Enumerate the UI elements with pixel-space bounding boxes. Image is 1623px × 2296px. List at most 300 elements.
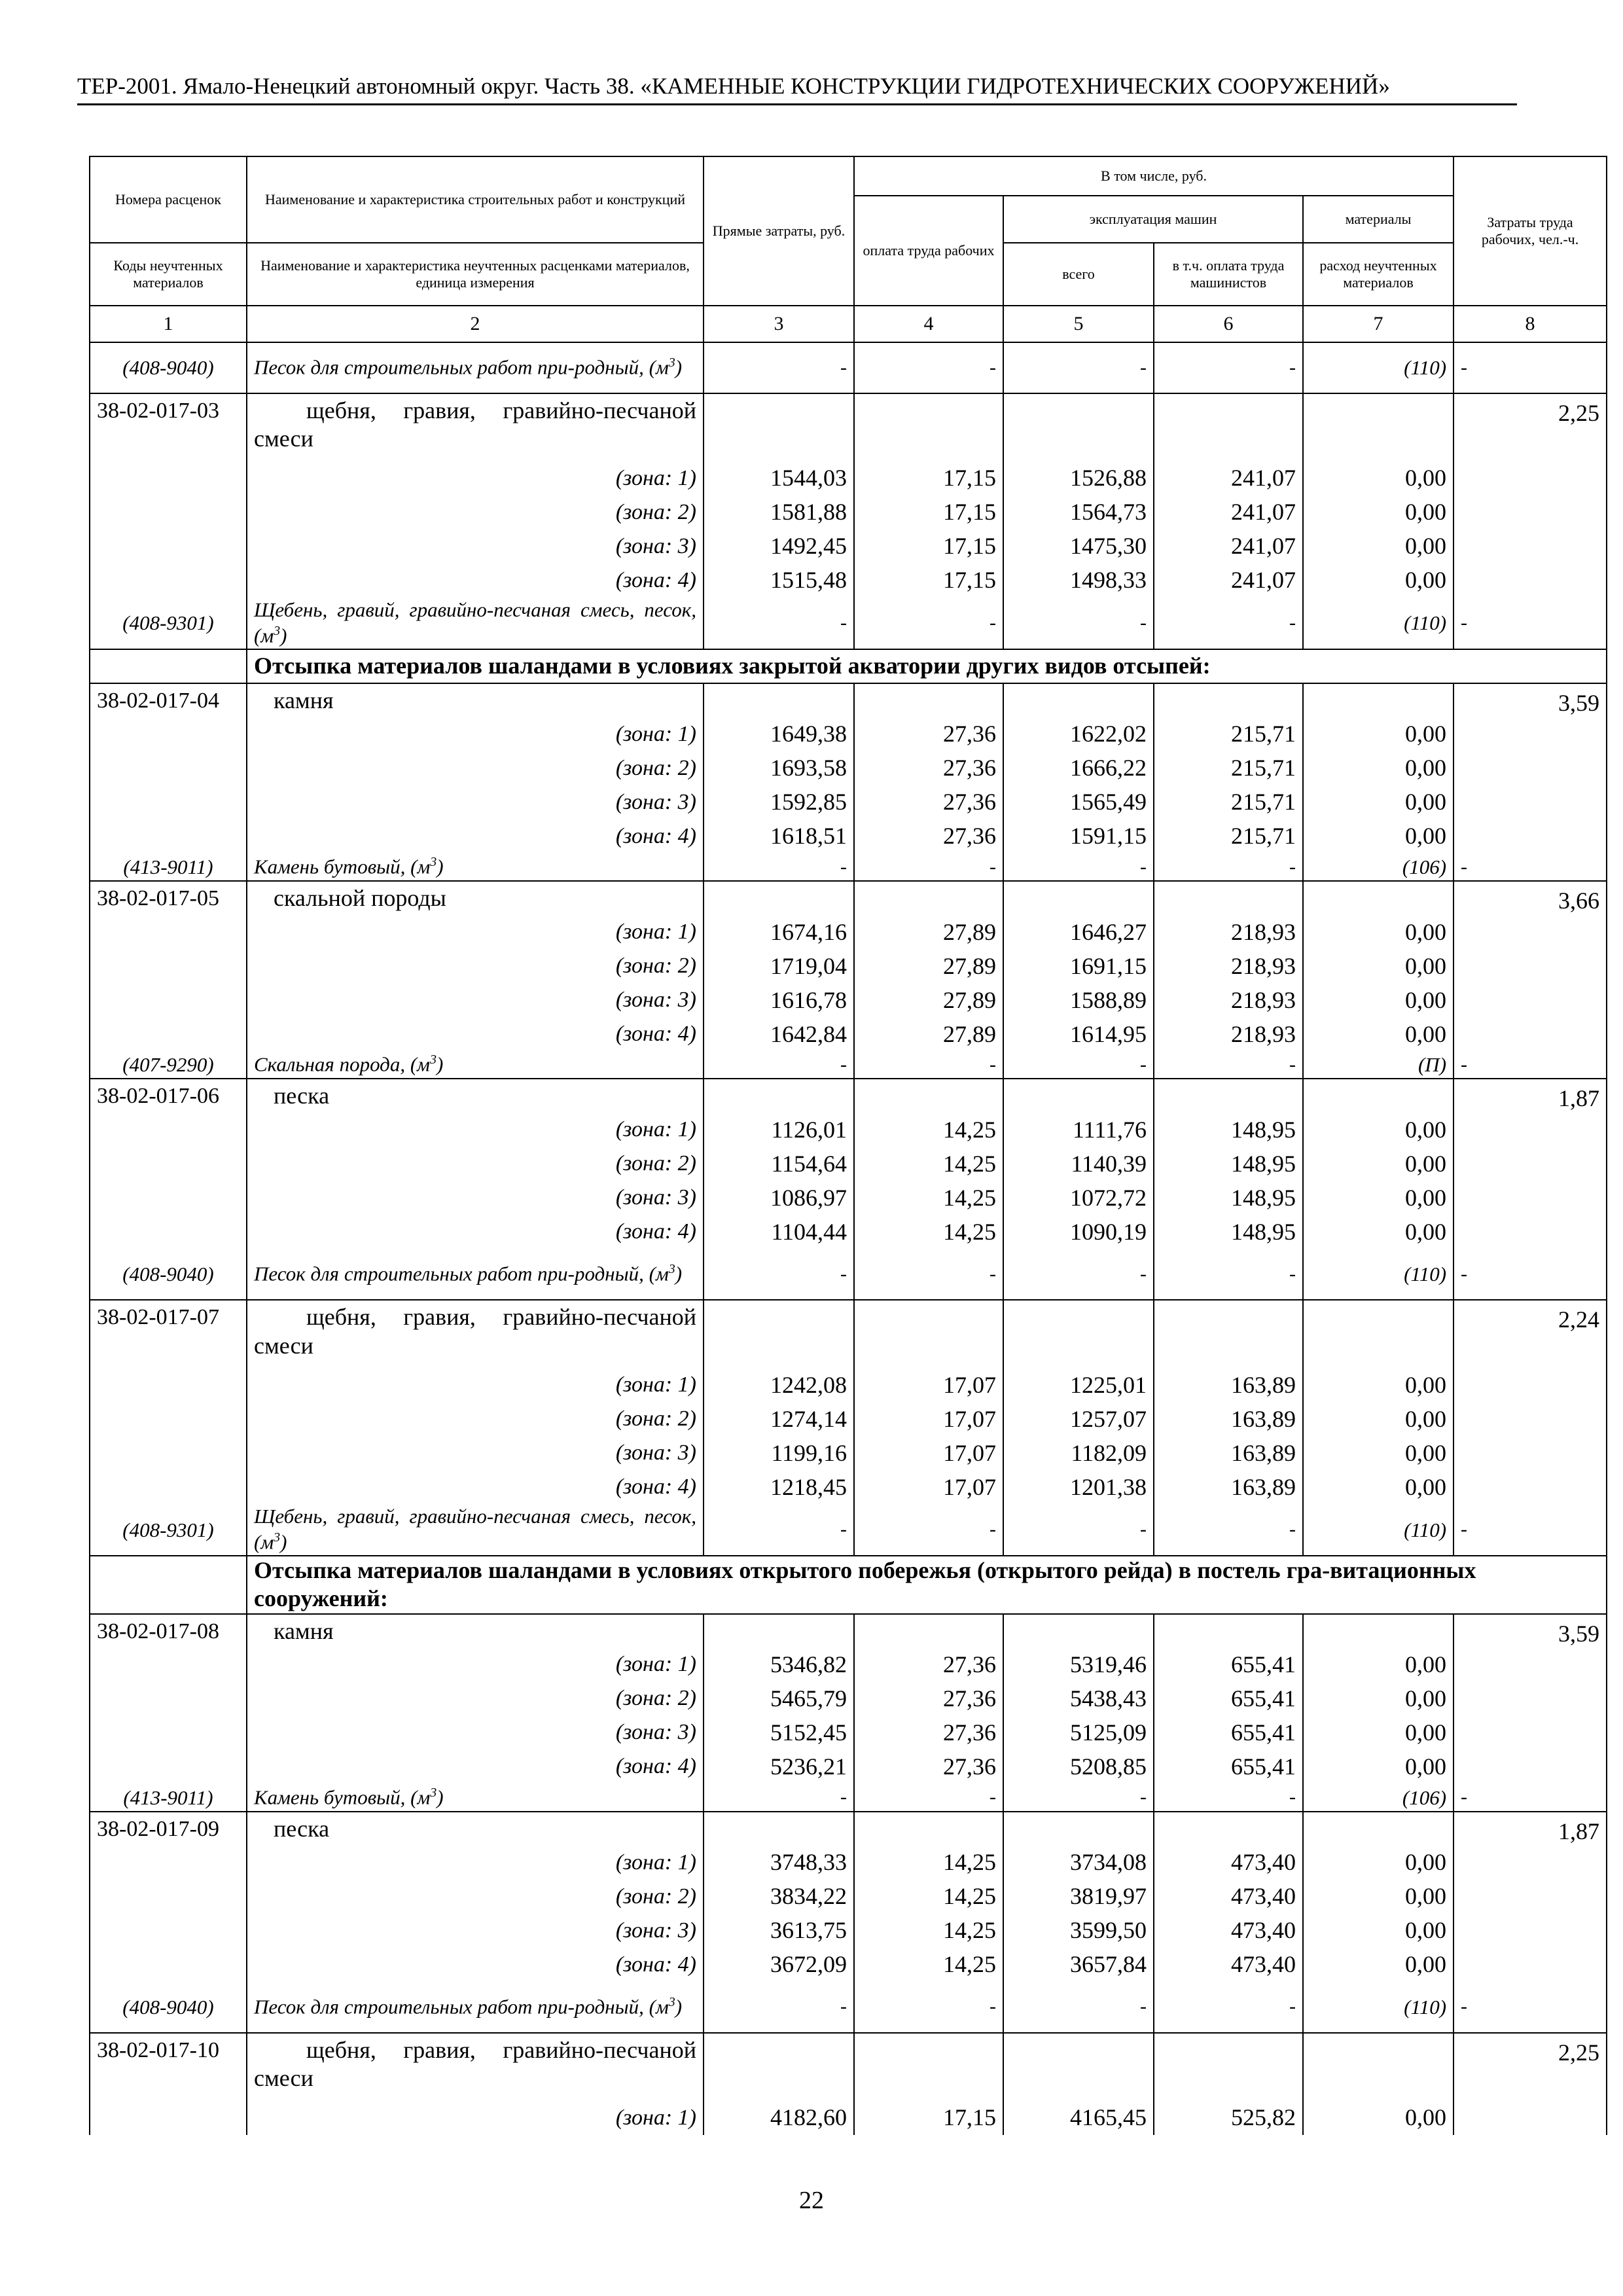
zone-label: (зона: 2) (247, 949, 704, 983)
machines-total: 3819,97 (1003, 1880, 1154, 1914)
empty-cell (1154, 1079, 1303, 1113)
dash-cell: - (704, 1051, 854, 1079)
zone-label: (зона: 1) (247, 461, 704, 495)
empty-cell (90, 1914, 247, 1948)
worker-pay: 27,89 (854, 949, 1003, 983)
direct-cost: 1649,38 (704, 717, 854, 751)
rate-code: 38-02-017-04 (90, 683, 247, 717)
machinist-pay: 148,95 (1154, 1147, 1303, 1181)
zone-label: (зона: 2) (247, 1682, 704, 1716)
worker-pay: 27,89 (854, 915, 1003, 949)
machinist-pay: 215,71 (1154, 819, 1303, 853)
empty-cell (1454, 1716, 1607, 1750)
material-quantity: (110) (1303, 1249, 1454, 1300)
worker-pay: 14,25 (854, 1181, 1003, 1215)
direct-cost: 4182,60 (704, 2101, 854, 2135)
dash-cell: - (854, 1249, 1003, 1300)
dash-cell: - (1003, 1982, 1154, 2033)
empty-cell (90, 564, 247, 598)
material-name: Песок для строительных работ при-родный, $(м^3)$ (247, 1249, 704, 1300)
material-quantity: (110) (1303, 1982, 1454, 2033)
dash-cell: - (1003, 598, 1154, 649)
col-num-5: 5 (1003, 306, 1154, 342)
col3-header: Прямые затраты, руб. (704, 156, 854, 306)
direct-cost: 1515,48 (704, 564, 854, 598)
rate-name: скальной породы (247, 881, 704, 915)
machines-total: 1691,15 (1003, 949, 1154, 983)
empty-cell (1303, 1812, 1454, 1846)
rate-name: щебня, гравия, гравийно-песчаной смеси (247, 2033, 704, 2101)
empty-cell (1454, 1846, 1607, 1880)
direct-cost: 3672,09 (704, 1948, 854, 1982)
machines-total: 1225,01 (1003, 1368, 1154, 1402)
worker-pay: 27,36 (854, 819, 1003, 853)
material-row (90, 342, 1607, 393)
worker-pay: 17,07 (854, 1470, 1003, 1504)
machines-total: 1257,07 (1003, 1402, 1154, 1436)
zone-row (90, 1436, 1607, 1470)
zone-row (90, 717, 1607, 751)
zone-label: (зона: 2) (247, 1880, 704, 1914)
dash-cell: - (1154, 342, 1303, 393)
rate-row (90, 1812, 1607, 1846)
direct-cost: 1618,51 (704, 819, 854, 853)
empty-cell (1454, 1402, 1607, 1436)
machines-header: эксплуатация машин (1003, 196, 1303, 243)
dash-cell: - (704, 853, 854, 881)
empty-cell (1154, 1614, 1303, 1648)
empty-cell (90, 1716, 247, 1750)
zone-row (90, 1181, 1607, 1215)
worker-pay: 17,15 (854, 495, 1003, 529)
zone-row (90, 1846, 1607, 1880)
empty-cell (90, 983, 247, 1017)
dash-cell: - (1454, 342, 1607, 393)
col-num-2: 2 (247, 306, 704, 342)
machines-total: 1072,72 (1003, 1181, 1154, 1215)
col5-header: всего (1003, 243, 1154, 306)
direct-cost: 3613,75 (704, 1914, 854, 1948)
zone-row (90, 1113, 1607, 1147)
labor-cost: 1,87 (1454, 1812, 1607, 1846)
empty-cell (1454, 461, 1607, 495)
material-quantity: (106) (1303, 853, 1454, 881)
machinist-pay: 241,07 (1154, 495, 1303, 529)
direct-cost: 1242,08 (704, 1368, 854, 1402)
dash-cell: - (1454, 598, 1607, 649)
empty-cell (854, 1812, 1003, 1846)
materials-cost: 0,00 (1303, 564, 1454, 598)
dash-cell: - (1003, 1784, 1154, 1812)
materials-cost: 0,00 (1303, 785, 1454, 819)
machinist-pay: 655,41 (1154, 1648, 1303, 1682)
machinist-pay: 241,07 (1154, 461, 1303, 495)
empty-cell (1003, 1812, 1154, 1846)
dash-cell: - (1003, 1249, 1154, 1300)
zone-row (90, 949, 1607, 983)
zone-label: (зона: 4) (247, 1215, 704, 1249)
empty-cell (90, 495, 247, 529)
worker-pay: 14,25 (854, 1147, 1003, 1181)
col1-bottom-header: Коды неучтенных материалов (90, 243, 247, 306)
col2-top-header: Наименование и характеристика строительных работ и конструкций (247, 156, 704, 243)
dash-cell: - (704, 342, 854, 393)
rate-name: щебня, гравия, гравийно-песчаной смеси (247, 1300, 704, 1368)
direct-cost: 1693,58 (704, 751, 854, 785)
dash-cell: - (704, 1982, 854, 2033)
empty-cell (854, 2033, 1003, 2101)
empty-cell (1454, 1880, 1607, 1914)
section-row (90, 649, 1607, 683)
direct-cost: 1616,78 (704, 983, 854, 1017)
empty-cell (704, 1812, 854, 1846)
dash-cell: - (704, 1249, 854, 1300)
materials-cost: 0,00 (1303, 1470, 1454, 1504)
zone-label: (зона: 4) (247, 1948, 704, 1982)
machinist-pay: 218,93 (1154, 983, 1303, 1017)
empty-cell (1454, 785, 1607, 819)
empty-cell (1454, 1113, 1607, 1147)
rate-code: 38-02-017-07 (90, 1300, 247, 1368)
empty-cell (854, 683, 1003, 717)
machinist-pay: 215,71 (1154, 785, 1303, 819)
zone-row (90, 1470, 1607, 1504)
page-number: 22 (799, 2187, 824, 2214)
materials-cost: 0,00 (1303, 1750, 1454, 1784)
dash-cell: - (854, 853, 1003, 881)
machinist-pay: 655,41 (1154, 1750, 1303, 1784)
empty-cell (704, 683, 854, 717)
direct-cost: 1218,45 (704, 1470, 854, 1504)
col6-header: в т.ч. оплата труда машинистов (1154, 243, 1303, 306)
rate-name: песка (247, 1812, 704, 1846)
zone-row (90, 1648, 1607, 1682)
dash-cell: - (1154, 1249, 1303, 1300)
zone-label: (зона: 3) (247, 983, 704, 1017)
worker-pay: 17,07 (854, 1402, 1003, 1436)
machines-total: 1588,89 (1003, 983, 1154, 1017)
empty-cell (90, 751, 247, 785)
empty-cell (90, 717, 247, 751)
empty-cell (1454, 751, 1607, 785)
zone-label: (зона: 4) (247, 1017, 704, 1051)
material-name: Камень бутовый, $(м^3)$ (247, 1784, 704, 1812)
rate-code: 38-02-017-05 (90, 881, 247, 915)
materials-cost: 0,00 (1303, 1716, 1454, 1750)
machines-total: 5438,43 (1003, 1682, 1154, 1716)
empty-cell (90, 461, 247, 495)
material-code: (408-9301) (90, 598, 247, 649)
materials-cost: 0,00 (1303, 1880, 1454, 1914)
zone-row (90, 1402, 1607, 1436)
zone-label: (зона: 4) (247, 564, 704, 598)
empty-cell (1454, 1181, 1607, 1215)
material-name: Щебень, гравий, гравийно-песчаная смесь, песок, $(м^3)$ (247, 598, 704, 649)
zone-row (90, 564, 1607, 598)
zone-label: (зона: 2) (247, 1147, 704, 1181)
dash-cell: - (1454, 1051, 1607, 1079)
zone-label: (зона: 3) (247, 1436, 704, 1470)
materials-cost: 0,00 (1303, 915, 1454, 949)
worker-pay: 14,25 (854, 1880, 1003, 1914)
section-row (90, 1556, 1607, 1613)
dash-cell: - (1003, 853, 1154, 881)
machinist-pay: 163,89 (1154, 1470, 1303, 1504)
empty-cell (1303, 881, 1454, 915)
materials-cost: 0,00 (1303, 1402, 1454, 1436)
empty-cell (1454, 949, 1607, 983)
machines-total: 1475,30 (1003, 529, 1154, 564)
empty-cell (90, 1750, 247, 1784)
labor-cost: 3,59 (1454, 683, 1607, 717)
dash-cell: - (1454, 853, 1607, 881)
empty-cell (1303, 1614, 1454, 1648)
empty-cell (704, 1079, 854, 1113)
rate-row (90, 393, 1607, 461)
zone-row (90, 1880, 1607, 1914)
col-num-4: 4 (854, 306, 1003, 342)
machines-total: 5125,09 (1003, 1716, 1154, 1750)
col4-header: оплата труда рабочих (854, 196, 1003, 306)
materials-cost: 0,00 (1303, 495, 1454, 529)
zone-label: (зона: 2) (247, 1402, 704, 1436)
material-quantity: (110) (1303, 1504, 1454, 1556)
material-code: (413-9011) (90, 1784, 247, 1812)
rate-row (90, 2033, 1607, 2101)
dash-cell: - (1454, 1249, 1607, 1300)
zone-label: (зона: 3) (247, 1181, 704, 1215)
zone-label: (зона: 1) (247, 2101, 704, 2135)
zone-row (90, 1750, 1607, 1784)
empty-cell (90, 785, 247, 819)
machinist-pay: 473,40 (1154, 1948, 1303, 1982)
empty-cell (1154, 881, 1303, 915)
materials-cost: 0,00 (1303, 529, 1454, 564)
empty-cell (704, 1614, 854, 1648)
empty-cell (90, 1470, 247, 1504)
dash-cell: - (704, 1784, 854, 1812)
material-row (90, 598, 1607, 649)
dash-cell: - (854, 342, 1003, 393)
direct-cost: 1104,44 (704, 1215, 854, 1249)
empty-cell (704, 2033, 854, 2101)
machines-total: 1614,95 (1003, 1017, 1154, 1051)
material-code: (407-9290) (90, 1051, 247, 1079)
empty-cell (1454, 2101, 1607, 2135)
dash-cell: - (1154, 598, 1303, 649)
zone-row (90, 819, 1607, 853)
empty-cell (90, 1017, 247, 1051)
worker-pay: 17,15 (854, 529, 1003, 564)
materials-cost: 0,00 (1303, 819, 1454, 853)
empty-cell (1303, 393, 1454, 461)
machinist-pay: 163,89 (1154, 1368, 1303, 1402)
machinist-pay: 473,40 (1154, 1846, 1303, 1880)
dash-cell: - (1154, 853, 1303, 881)
direct-cost: 1126,01 (704, 1113, 854, 1147)
zone-label: (зона: 2) (247, 751, 704, 785)
zone-label: (зона: 1) (247, 717, 704, 751)
empty-cell (1003, 393, 1154, 461)
machines-total: 1565,49 (1003, 785, 1154, 819)
machines-total: 1564,73 (1003, 495, 1154, 529)
zone-row (90, 495, 1607, 529)
empty-cell (854, 1300, 1003, 1368)
machines-total: 1090,19 (1003, 1215, 1154, 1249)
materials-cost: 0,00 (1303, 1846, 1454, 1880)
materials-cost: 0,00 (1303, 1113, 1454, 1147)
machines-total: 3657,84 (1003, 1948, 1154, 1982)
machinist-pay: 473,40 (1154, 1880, 1303, 1914)
table-header (90, 156, 1607, 342)
dash-cell: - (704, 598, 854, 649)
materials-cost: 0,00 (1303, 1147, 1454, 1181)
machinist-pay: 655,41 (1154, 1682, 1303, 1716)
machinist-pay: 218,93 (1154, 949, 1303, 983)
direct-cost: 1274,14 (704, 1402, 854, 1436)
machinist-pay: 241,07 (1154, 529, 1303, 564)
machines-total: 1140,39 (1003, 1147, 1154, 1181)
machines-total: 5319,46 (1003, 1648, 1154, 1682)
col8-header: Затраты труда рабочих, чел.-ч. (1454, 156, 1607, 306)
empty-cell (1003, 1614, 1154, 1648)
direct-cost: 1592,85 (704, 785, 854, 819)
materials-cost: 0,00 (1303, 717, 1454, 751)
material-row (90, 1504, 1607, 1556)
materials-cost: 0,00 (1303, 1181, 1454, 1215)
machines-total: 1182,09 (1003, 1436, 1154, 1470)
zone-row (90, 1682, 1607, 1716)
machinist-pay: 163,89 (1154, 1436, 1303, 1470)
rate-row (90, 683, 1607, 717)
zone-label: (зона: 1) (247, 1368, 704, 1402)
machines-total: 1666,22 (1003, 751, 1154, 785)
machinist-pay: 148,95 (1154, 1113, 1303, 1147)
empty-cell (1003, 683, 1154, 717)
labor-cost: 3,59 (1454, 1614, 1607, 1648)
zone-label: (зона: 4) (247, 1470, 704, 1504)
worker-pay: 14,25 (854, 1948, 1003, 1982)
rate-row (90, 1614, 1607, 1648)
section-heading: Отсыпка материалов шаландами в условиях закрытой акватории других видов отсыпей: (247, 649, 1607, 683)
material-row (90, 1249, 1607, 1300)
zone-row (90, 751, 1607, 785)
empty-cell (1454, 495, 1607, 529)
zone-row (90, 1948, 1607, 1982)
material-quantity: (106) (1303, 1784, 1454, 1812)
page-header: ТЕР-2001. Ямало-Ненецкий автономный округ. Часть 38. «КАМЕННЫЕ КОНСТРУКЦИИ ГИДРОТЕХНИЧЕСКИХ СООРУЖЕНИЙ» (77, 73, 1517, 105)
empty-cell (1454, 915, 1607, 949)
zone-row (90, 461, 1607, 495)
rate-row (90, 881, 1607, 915)
empty-cell (1003, 1300, 1154, 1368)
materials-cost: 0,00 (1303, 2101, 1454, 2135)
worker-pay: 17,15 (854, 564, 1003, 598)
empty-cell (90, 819, 247, 853)
machines-total: 1622,02 (1003, 717, 1154, 751)
direct-cost: 1719,04 (704, 949, 854, 983)
labor-cost: 2,24 (1454, 1300, 1607, 1368)
machines-total: 5208,85 (1003, 1750, 1154, 1784)
rate-name: щебня, гравия, гравийно-песчаной смеси (247, 393, 704, 461)
col1-top-header: Номера расценок (90, 156, 247, 243)
material-row (90, 1051, 1607, 1079)
labor-cost: 3,66 (1454, 881, 1607, 915)
material-quantity: (110) (1303, 598, 1454, 649)
machines-total: 1111,76 (1003, 1113, 1154, 1147)
empty-cell (1454, 717, 1607, 751)
zone-label: (зона: 1) (247, 1113, 704, 1147)
dash-cell: - (1154, 1051, 1303, 1079)
empty-cell (1454, 819, 1607, 853)
dash-cell: - (854, 598, 1003, 649)
worker-pay: 17,07 (854, 1436, 1003, 1470)
rate-code: 38-02-017-06 (90, 1079, 247, 1113)
zone-label: (зона: 1) (247, 915, 704, 949)
empty-cell (1454, 1215, 1607, 1249)
empty-cell (90, 1880, 247, 1914)
machines-total: 3734,08 (1003, 1846, 1154, 1880)
empty-cell (1454, 1948, 1607, 1982)
zone-row (90, 915, 1607, 949)
section-spacer (90, 1556, 247, 1613)
empty-cell (1154, 393, 1303, 461)
worker-pay: 14,25 (854, 1113, 1003, 1147)
empty-cell (1454, 1147, 1607, 1181)
table-body (90, 342, 1607, 2135)
material-code: (408-9040) (90, 342, 247, 393)
empty-cell (1003, 1079, 1154, 1113)
material-row (90, 1784, 1607, 1812)
worker-pay: 27,89 (854, 1017, 1003, 1051)
empty-cell (90, 1147, 247, 1181)
material-name: Песок для строительных работ при-родный, $(м^3)$ (247, 342, 704, 393)
material-name: Щебень, гравий, гравийно-песчаная смесь, песок, $(м^3)$ (247, 1504, 704, 1556)
zone-label: (зона: 3) (247, 785, 704, 819)
empty-cell (90, 1368, 247, 1402)
empty-cell (1454, 1914, 1607, 1948)
empty-cell (90, 2101, 247, 2135)
rate-code: 38-02-017-10 (90, 2033, 247, 2101)
zone-row (90, 1368, 1607, 1402)
direct-cost: 5465,79 (704, 1682, 854, 1716)
empty-cell (1003, 881, 1154, 915)
direct-cost: 1492,45 (704, 529, 854, 564)
machinist-pay: 148,95 (1154, 1215, 1303, 1249)
incl-header: В том числе, руб. (854, 156, 1454, 196)
machinist-pay: 241,07 (1154, 564, 1303, 598)
zone-label: (зона: 2) (247, 495, 704, 529)
material-row (90, 1982, 1607, 2033)
empty-cell (854, 1079, 1003, 1113)
empty-cell (1154, 1812, 1303, 1846)
materials-cost: 0,00 (1303, 751, 1454, 785)
direct-cost: 3834,22 (704, 1880, 854, 1914)
zone-row (90, 1147, 1607, 1181)
section-spacer (90, 649, 247, 683)
zone-row (90, 983, 1607, 1017)
empty-cell (1154, 2033, 1303, 2101)
dash-cell: - (1454, 1504, 1607, 1556)
dash-cell: - (854, 1051, 1003, 1079)
zone-label: (зона: 1) (247, 1648, 704, 1682)
zone-label: (зона: 1) (247, 1846, 704, 1880)
col7-header: расход неучтенных материалов (1303, 243, 1454, 306)
empty-cell (1303, 2033, 1454, 2101)
empty-cell (90, 915, 247, 949)
machinist-pay: 655,41 (1154, 1716, 1303, 1750)
machines-total: 1591,15 (1003, 819, 1154, 853)
